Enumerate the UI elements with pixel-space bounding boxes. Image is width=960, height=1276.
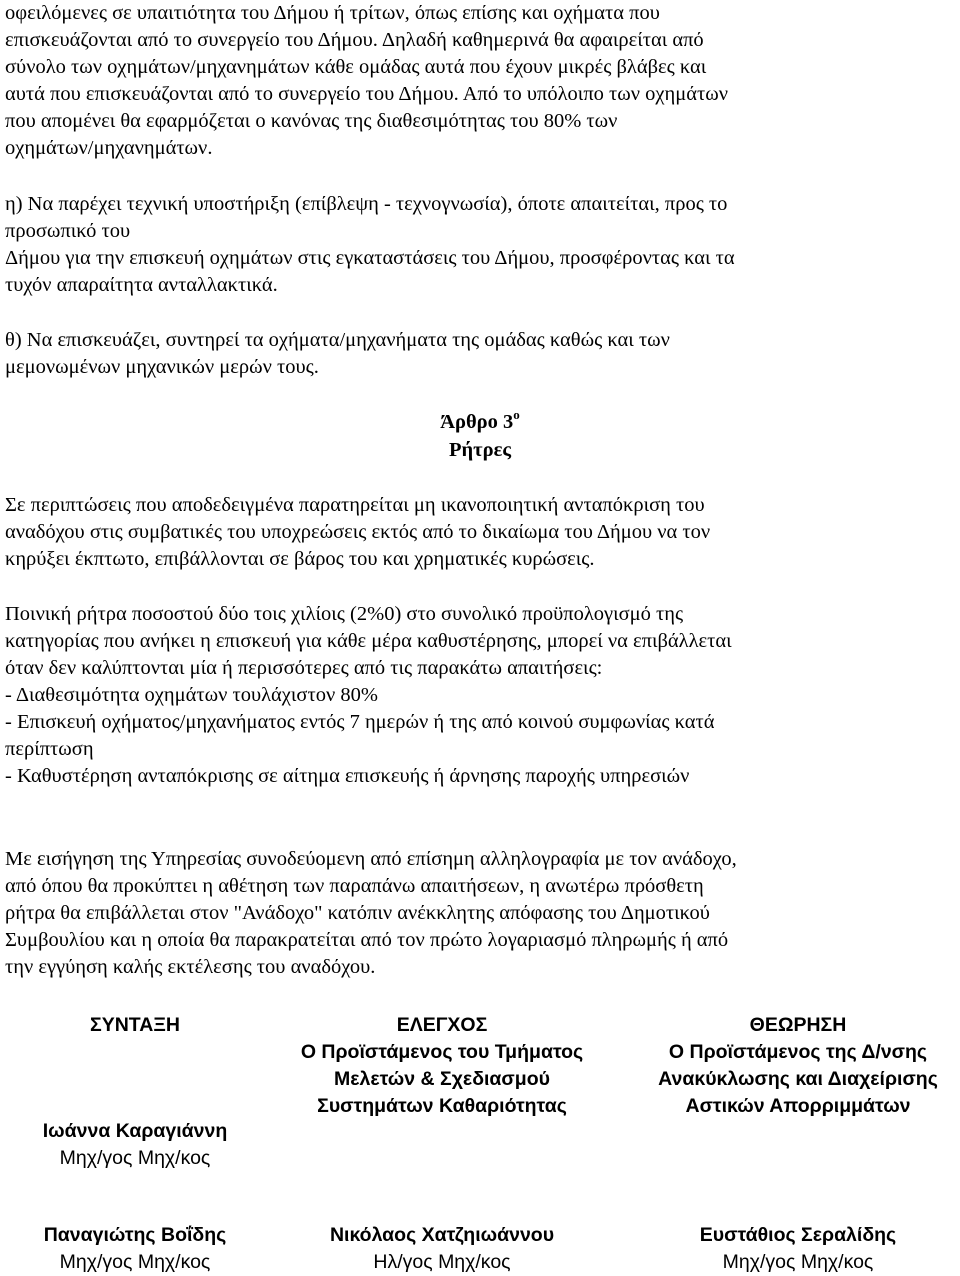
- text-line: Ποινική ρήτρα ποσοστού δύο τοις χιλίοις (2%0) στο συνολικό προϋπολογισμό της: [5, 603, 684, 625]
- signatory-title: Μηχ/γος Μηχ/κος: [59, 1147, 211, 1169]
- text-line: κατηγορίας που ανήκει η επισκευή για κάθε μέρα καθυστέρησης, μπορεί να επιβάλλεται: [5, 630, 732, 652]
- signatory-role: Ο Προϊστάμενος του Τμήματος: [300, 1041, 584, 1063]
- ordinal-superscript: ο: [513, 407, 520, 422]
- list-item: - Καθυστέρηση ανταπόκρισης σε αίτημα επισκευής ή άρνησης παροχής υπηρεσιών: [5, 765, 690, 787]
- signatory-role: Ανακύκλωσης και Διαχείρισης: [658, 1068, 938, 1090]
- text-line: Συμβουλίου και η οποία θα παρακρατείται από τον πρώτο λογαριασμό πληρωμής ή από: [5, 929, 729, 951]
- signatory-name: Νικόλαος Χατζηιωάννου: [329, 1224, 555, 1246]
- text-line: περίπτωση: [5, 738, 94, 760]
- text-line: τυχόν απαραίτητα ανταλλακτικά.: [5, 274, 278, 296]
- text-line: επισκευάζονται από το συνεργείο του Δήμου. Δηλαδή καθημερινά θα αφαιρείται από: [5, 29, 704, 51]
- signature-heading-theorisi: ΘΕΩΡΗΣΗ: [749, 1014, 847, 1036]
- text-line: αυτά που επισκευάζονται από το συνεργείο του Δήμου. Από το υπόλοιπο των οχημάτων: [5, 83, 728, 105]
- text-line: κηρύξει έκπτωτο, επιβάλλονται σε βάρος του και χρηματικές κυρώσεις.: [5, 548, 595, 570]
- signature-heading-elegxos: ΕΛΕΓΧΟΣ: [396, 1014, 488, 1036]
- text-line: σύνολο των οχημάτων/μηχανημάτων κάθε ομάδας αυτά που έχουν μικρές βλάβες και: [5, 56, 707, 78]
- text-line: όταν δεν καλύπτονται μία ή περισσότερες από τις παρακάτω απαιτήσεις:: [5, 657, 603, 679]
- signature-heading-syntaxi: ΣΥΝΤΑΞΗ: [90, 1014, 180, 1036]
- signatory-title: Ηλ/γος Μηχ/κος: [373, 1251, 511, 1273]
- list-item: - Διαθεσιμότητα οχημάτων τουλάχιστον 80%: [5, 684, 378, 706]
- text-line: που απομένει θα εφαρμόζεται ο κανόνας της διαθεσιμότητας του 80% των: [5, 110, 618, 132]
- text-line: Δήμου για την επισκευή οχημάτων στις εγκαταστάσεις του Δήμου, προσφέροντας και τα: [5, 247, 735, 269]
- text-line: Με εισήγηση της Υπηρεσίας συνοδεύομενη από επίσημη αλληλογραφία με τον ανάδοχο,: [5, 848, 737, 870]
- text-line: την εγγύηση καλής εκτέλεσης του αναδόχου.: [5, 956, 376, 978]
- signatory-name: Ευστάθιος Σεραλίδης: [699, 1224, 897, 1246]
- article-title: Ρήτρες: [449, 439, 511, 461]
- signatory-title: Μηχ/γος Μηχ/κος: [59, 1251, 211, 1273]
- signatory-title: Μηχ/γος Μηχ/κος: [722, 1251, 874, 1273]
- text-line: αναδόχου στις συμβατικές του υποχρεώσεις εκτός από το δικαίωμα του Δήμου να τον: [5, 521, 711, 543]
- text-line: οφειλόμενες σε υπαιτιότητα του Δήμου ή τρίτων, όπως επίσης και οχήματα που: [5, 2, 660, 24]
- signatory-name: Παναγιώτης Βοΐδης: [43, 1224, 227, 1246]
- text-line: θ) Να επισκευάζει, συντηρεί τα οχήματα/μηχανήματα της ομάδας καθώς και των: [5, 329, 670, 351]
- signatory-role: Ο Προϊστάμενος της Δ/νσης: [668, 1041, 928, 1063]
- signatory-role: Συστημάτων Καθαριότητας: [317, 1095, 567, 1117]
- article-number: Άρθρο 3: [440, 411, 514, 433]
- article-heading: [0, 409, 960, 436]
- signatory-name: Ιωάννα Καραγιάννη: [42, 1120, 228, 1142]
- text-line: ρήτρα θα επιβάλλεται στον "Ανάδοχο" κατόπιν ανέκκλητης απόφασης του Δημοτικού: [5, 902, 710, 924]
- text-line: μεμονωμένων μηχανικών μερών τους.: [5, 356, 319, 378]
- signatory-role: Μελετών & Σχεδιασμού: [334, 1068, 550, 1090]
- text-line: Σε περιπτώσεις που αποδεδειγμένα παρατηρείται μη ικανοποιητική ανταπόκριση του: [5, 494, 705, 516]
- list-item: - Επισκευή οχήματος/μηχανήματος εντός 7 ημερών ή της από κοινού συμφωνίας κατά: [5, 711, 715, 733]
- text-line: οχημάτων/μηχανημάτων.: [5, 137, 213, 159]
- text-line: προσωπικό του: [5, 220, 131, 242]
- text-line: η) Να παρέχει τεχνική υποστήριξη (επίβλεψη - τεχνογνωσία), όποτε απαιτείται, προς το: [5, 193, 728, 215]
- text-line: από όπου θα προκύπτει η αθέτηση των παραπάνω απαιτήσεων, η ανωτέρω πρόσθετη: [5, 875, 704, 897]
- signatory-role: Αστικών Απορριμμάτων: [685, 1095, 911, 1117]
